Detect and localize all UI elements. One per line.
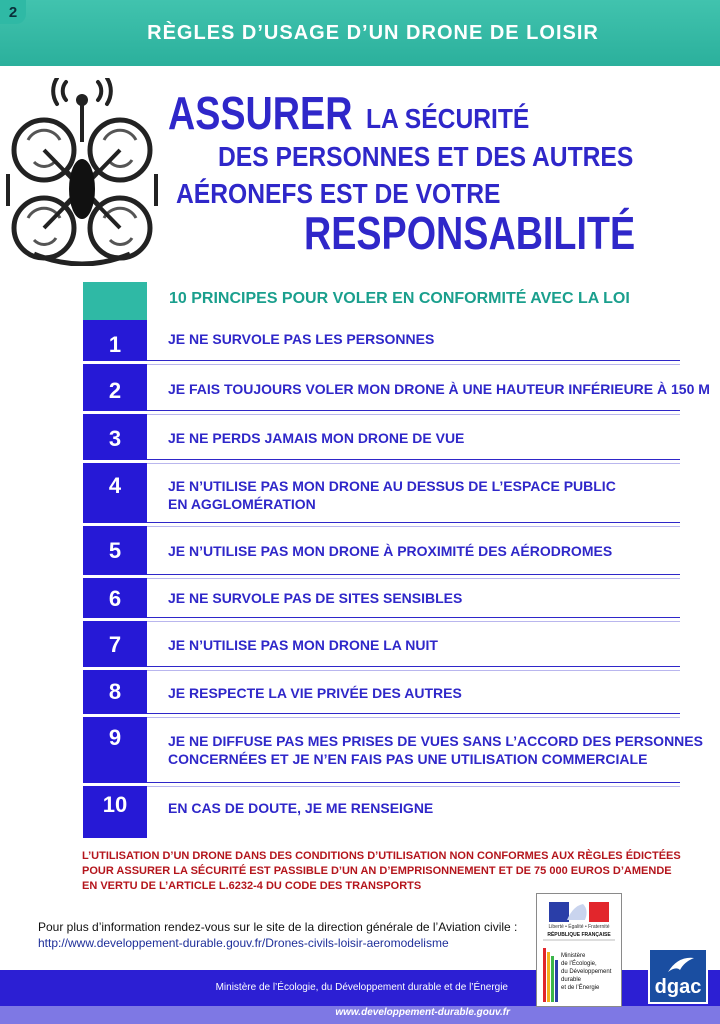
- row-separator: [83, 411, 147, 414]
- row-separator: [147, 459, 680, 464]
- principle-text: JE NE SURVOLE PAS LES PERSONNES: [168, 331, 435, 347]
- principle-text: JE FAIS TOUJOURS VOLER MON DRONE À UNE HAUTEUR INFÉRIEURE À 150 M: [168, 381, 710, 397]
- headline-securite: LA SÉCURITÉ: [366, 103, 530, 134]
- rf-ministry-line: de l’Écologie,: [561, 961, 597, 967]
- footer-ministry: Ministère de l’Écologie, du Développement durable et de l’Énergie: [215, 982, 508, 993]
- row-separator: [147, 617, 680, 622]
- row-separator: [83, 783, 147, 786]
- row-separator: [83, 460, 147, 463]
- principles-corner: [83, 282, 147, 320]
- row-separator: [147, 574, 680, 579]
- principle-number: 4: [108, 473, 122, 498]
- principle-text: EN CAS DE DOUTE, JE ME RENSEIGNE: [168, 800, 434, 816]
- rf-ministry-line: et de l’Énergie: [561, 985, 600, 991]
- rf-motto: Liberté • Égalité • Fraternité: [548, 924, 610, 930]
- legal-warning: [82, 849, 682, 894]
- row-separator: [147, 713, 680, 718]
- principle-text: JE NE PERDS JAMAIS MON DRONE DE VUE: [168, 430, 465, 446]
- principle-text-line2: EN AGGLOMÉRATION: [168, 496, 316, 512]
- row-separator: [83, 714, 147, 717]
- headline-responsabilite: RESPONSABILITÉ: [304, 207, 636, 259]
- info-block: [38, 919, 517, 951]
- info-link[interactable]: http://www.developpement-durable.gouv.fr/Drones-civils-loisir-aeromodelisme: [38, 936, 449, 950]
- principle-number: 2: [108, 378, 122, 403]
- principle-text: JE N’UTILISE PAS MON DRONE LA NUIT: [168, 637, 438, 653]
- principle-text: JE N’UTILISE PAS MON DRONE À PROXIMITÉ DES AÉRODROMES: [168, 543, 613, 559]
- warning-line3: EN VERTU DE L’ARTICLE L.6232-4 DU CODE DES TRANSPORTS: [82, 880, 422, 892]
- row-separator: [83, 523, 147, 526]
- republique-francaise-logo: [536, 893, 622, 1007]
- row-separator: [83, 361, 147, 364]
- rf-ministry-name: [561, 952, 611, 992]
- page-number-tab: 2: [0, 0, 26, 24]
- dgac-bird-icon: [650, 952, 706, 978]
- row-separator: [147, 410, 680, 415]
- row-separator: [83, 618, 147, 621]
- principle-text: [168, 732, 703, 768]
- dgac-logo: [648, 948, 708, 1004]
- footer-website[interactable]: www.developpement-durable.gouv.fr: [335, 1007, 510, 1018]
- principle-text-line2: CONCERNÉES ET JE N’EN FAIS PAS UNE UTILISATION COMMERCIALE: [168, 751, 648, 767]
- principle-text-line1: JE N’UTILISE PAS MON DRONE AU DESSUS DE L’ESPACE PUBLIC: [168, 478, 616, 494]
- warning-line1: L’UTILISATION D’UN DRONE DANS DES CONDITIONS D’UTILISATION NON CONFORMES AUX RÈGLES ÉDICTÉES: [82, 850, 681, 862]
- drone-icon: [4, 78, 160, 266]
- principle-text: JE RESPECTE LA VIE PRIVÉE DES AUTRES: [168, 685, 462, 701]
- principle-number: 7: [108, 632, 122, 657]
- principle-text-line1: JE NE DIFFUSE PAS MES PRISES DE VUES SANS L’ACCORD DES PERSONNES: [168, 733, 703, 749]
- headline-personnes: DES PERSONNES ET DES AUTRES: [218, 141, 634, 172]
- principle-number: 5: [108, 538, 122, 563]
- header-title: RÈGLES D’USAGE D’UN DRONE DE LOISIR: [147, 22, 599, 44]
- principle-number: 1: [108, 332, 122, 357]
- principle-number: 10: [102, 792, 128, 817]
- headline-assurer: ASSURER: [168, 87, 353, 139]
- principles-title: 10 PRINCIPES POUR VOLER EN CONFORMITÉ AVEC LA LOI: [169, 290, 630, 307]
- principle-number: 8: [108, 679, 122, 704]
- principle-text: [168, 477, 616, 513]
- row-separator: [147, 360, 680, 365]
- dgac-text: dgac: [654, 976, 702, 998]
- row-separator: [147, 522, 680, 527]
- row-separator: [147, 782, 680, 787]
- rf-ministry-line: Ministère: [561, 953, 586, 959]
- rf-ministry-line: du Développement: [561, 969, 612, 975]
- principles-table: [83, 282, 710, 838]
- principle-text: JE NE SURVOLE PAS DE SITES SENSIBLES: [168, 590, 463, 606]
- headline-aeronefs: AÉRONEFS EST DE VOTRE: [176, 178, 501, 209]
- principle-number: 3: [108, 426, 122, 451]
- warning-line2: POUR ASSURER LA SÉCURITÉ EST PASSIBLE D’UN AN D’EMPRISONNEMENT ET DE 75 000 EUROS D’AMENDE: [82, 865, 672, 877]
- principle-number: 6: [108, 586, 122, 611]
- row-separator: [147, 666, 680, 671]
- rf-ministry-line: durable: [561, 977, 582, 983]
- rf-name: RÉPUBLIQUE FRANÇAISE: [547, 932, 611, 938]
- info-text: Pour plus d’information rendez-vous sur le site de la direction générale de l’Aviation civile :: [38, 920, 518, 934]
- row-separator: [83, 667, 147, 670]
- row-separator: [83, 575, 147, 578]
- principle-number: 9: [108, 725, 122, 750]
